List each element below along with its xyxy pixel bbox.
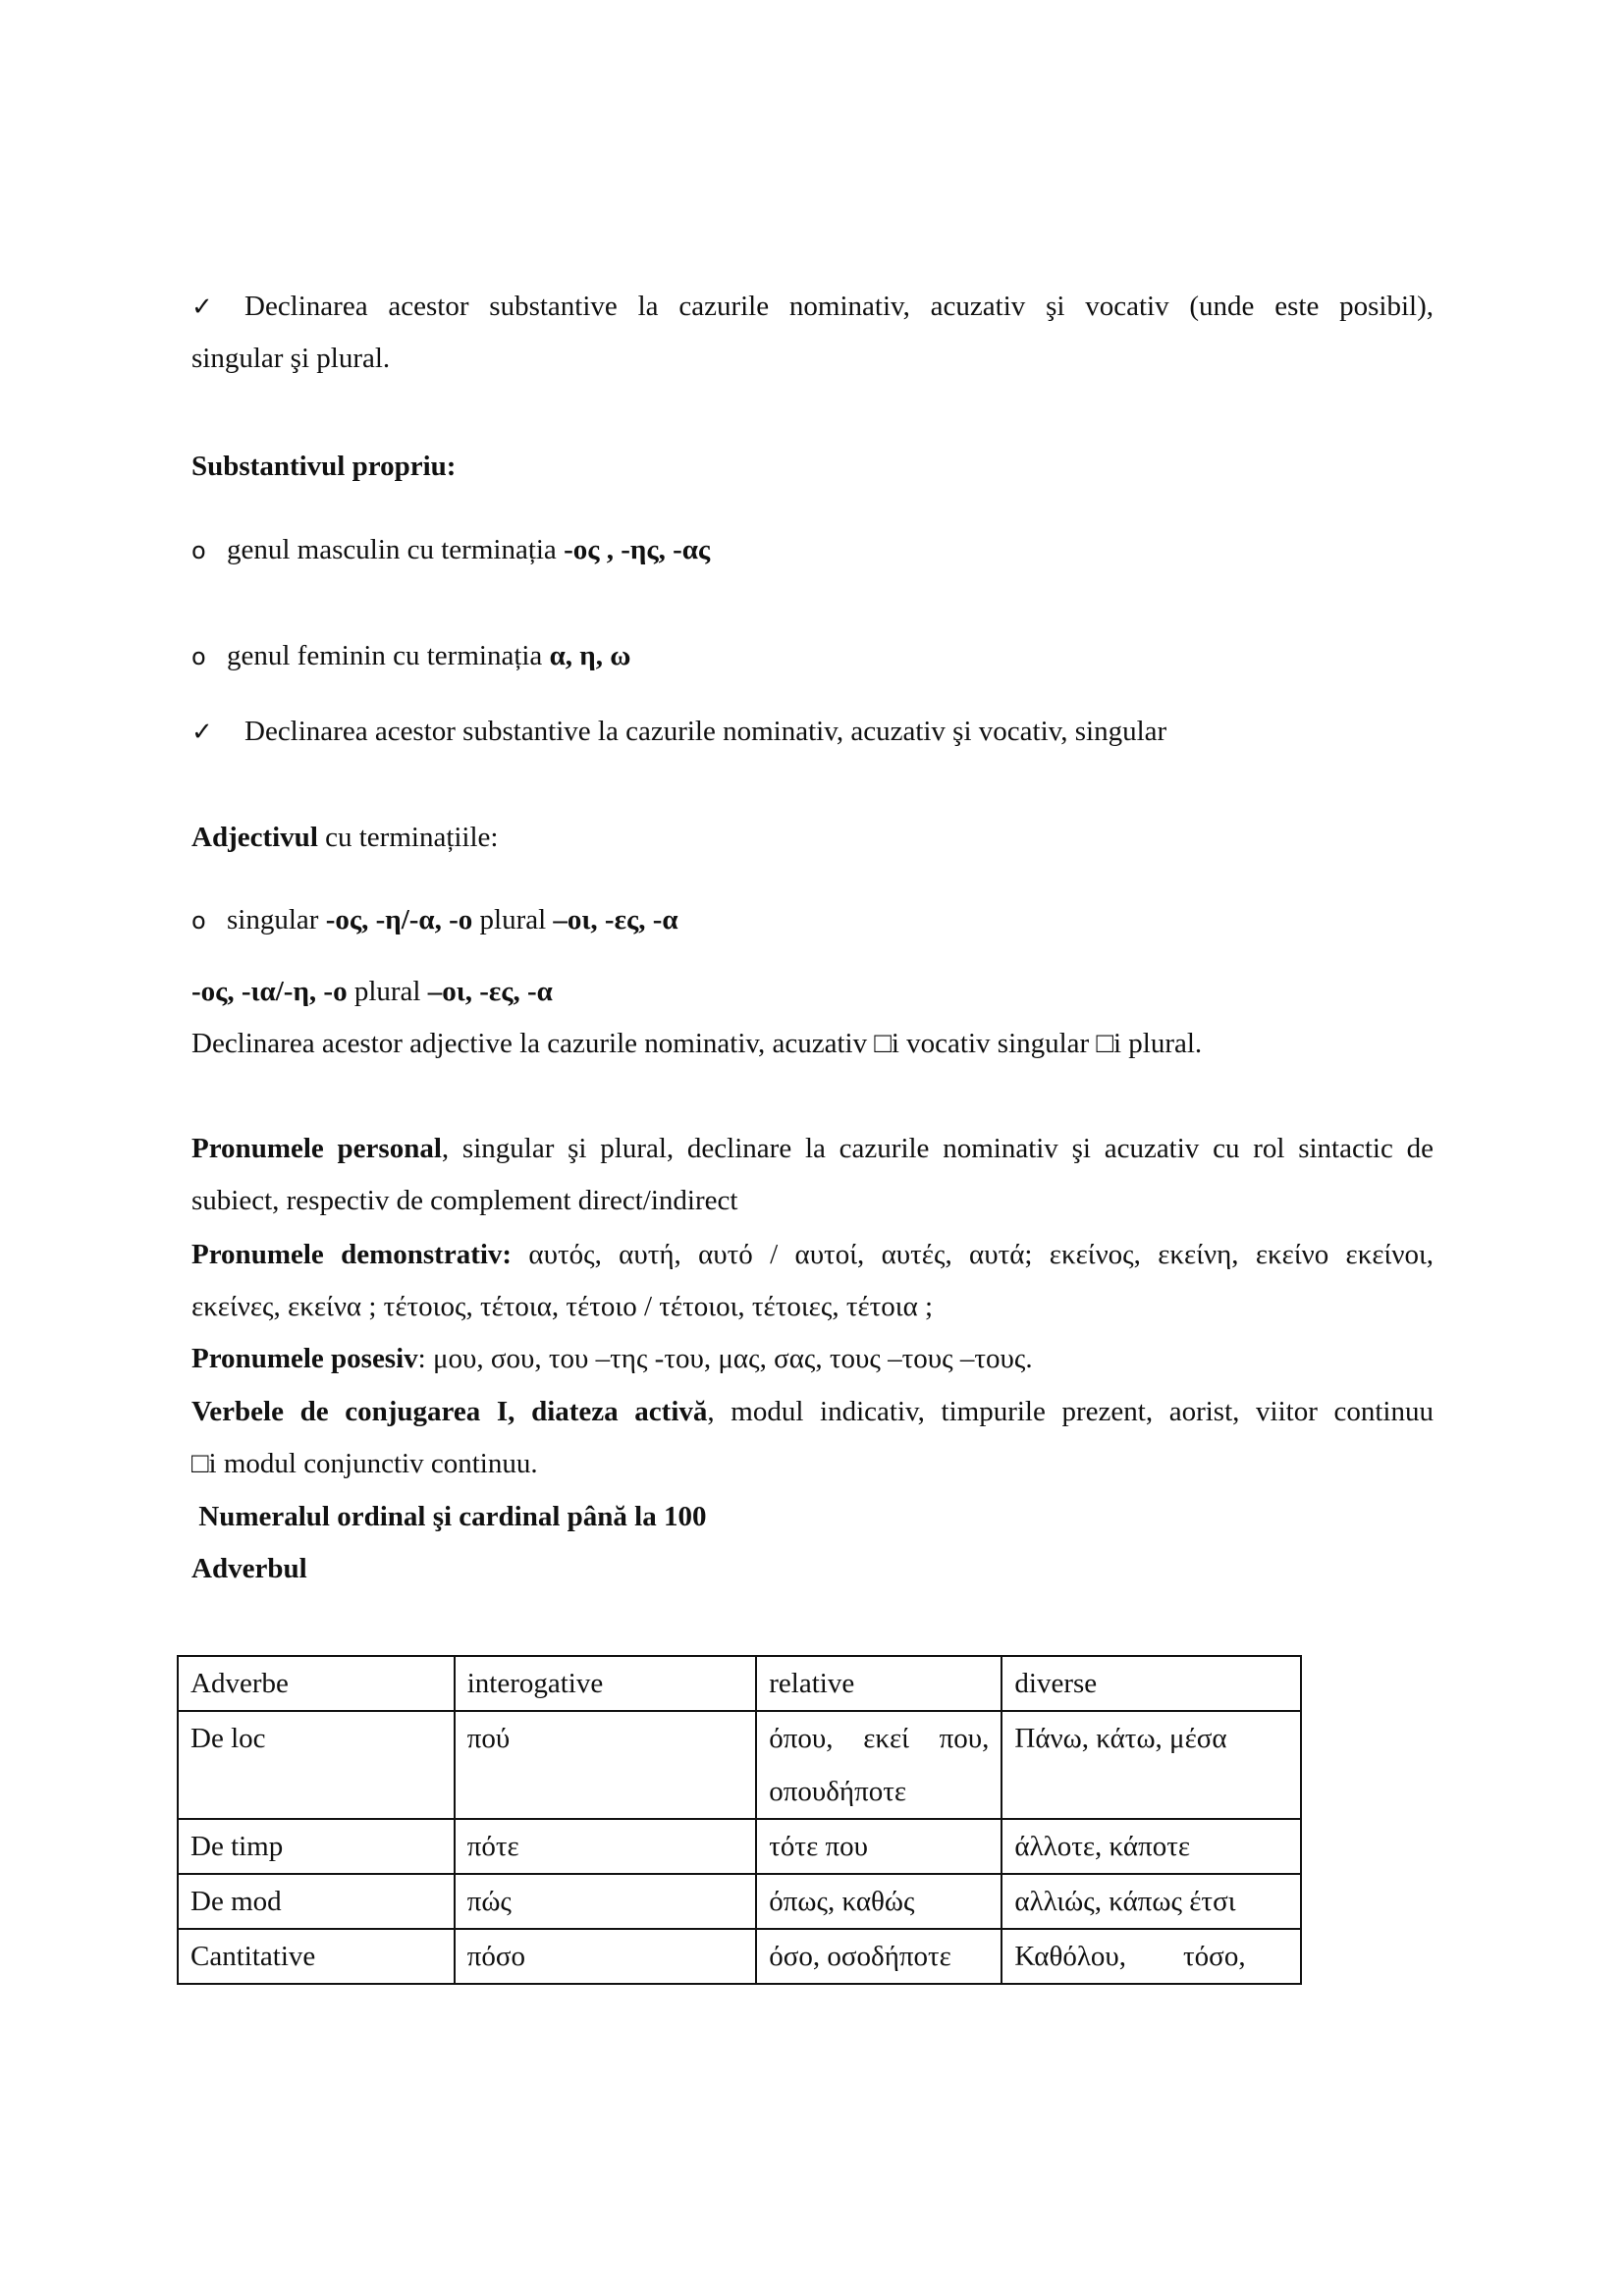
table-cell: πού [455, 1711, 757, 1819]
verbs-line-1: Verbele de conjugarea I, diateza activă, modul indicativ, timpurile prezent, aorist, viitor continuu [191, 1396, 1434, 1427]
adverb-heading: Adverbul [191, 1553, 307, 1584]
circle-bullet-icon: o [191, 643, 206, 670]
adjective-endings-2: -ος, -ια/-η, -ο plural –οι, -ες, -α [191, 976, 553, 1007]
personal-pronoun-line-2: subiect, respectiv de complement direct/indirect [191, 1185, 738, 1216]
table-cell: Πάνω, κάτω, μέσα [1001, 1711, 1301, 1819]
table-cell-line: όπου, εκεί που, [769, 1723, 990, 1754]
table-row [178, 1874, 1301, 1929]
adjective-heading: Adjectivul cu terminațiile: [191, 822, 499, 853]
circle-bullet-icon: o [191, 907, 206, 934]
table-cell: De loc [178, 1711, 455, 1819]
adverb-table [177, 1655, 1302, 1985]
personal-pronoun-line-1: Pronumele personal, singular şi plural, declinare la cazurile nominativ şi acuzativ cu rol sintactic de [191, 1133, 1434, 1164]
checkmark-icon: ✓ [191, 293, 213, 322]
noun-declension-line-2: singular şi plural. [191, 343, 391, 374]
table-row [178, 1929, 1301, 1984]
table-cell: Cantitative [178, 1929, 455, 1984]
table-cell-line: οπουδήποτε [769, 1776, 907, 1807]
table-cell: πόσο [455, 1929, 757, 1984]
table-cell: Adverbe [178, 1656, 455, 1711]
adjective-declension: Declinarea acestor adjective la cazurile nominativ, acuzativ □i vocativ singular □i plural. [191, 1028, 1203, 1059]
table-cell [756, 1711, 1001, 1819]
table-cell: πώς [455, 1874, 757, 1929]
table-cell: De mod [178, 1874, 455, 1929]
checkmark-icon: ✓ [191, 718, 213, 747]
proper-noun-masculine: o genul masculin cu terminația -ος , -ης, -ας [191, 530, 1434, 570]
table-cell: relative [756, 1656, 1001, 1711]
table-cell: αλλιώς, κάπως έτσι [1001, 1874, 1301, 1929]
noun-declension-line-1: ✓ Declinarea acestor substantive la cazurile nominativ, acuzativ şi vocativ (unde este posibil), [191, 287, 1434, 327]
table-header-row [178, 1656, 1301, 1711]
proper-noun-feminine: o genul feminin cu terminația α, η, ω [191, 636, 1434, 676]
circle-bullet-icon: o [191, 537, 206, 564]
table-cell: Καθόλου, τόσο, [1001, 1929, 1301, 1984]
proper-noun-heading: Substantivul propriu: [191, 451, 457, 482]
table-cell: πότε [455, 1819, 757, 1874]
table-cell: interogative [455, 1656, 757, 1711]
verbs-line-2: □i modul conjunctiv continuu. [191, 1448, 538, 1479]
proper-noun-declension: ✓ Declinarea acestor substantive la cazurile nominativ, acuzativ şi vocativ, singular [191, 712, 1434, 752]
adjective-endings-1: o singular -ος, -η/-α, -ο plural –οι, -ες, -α [191, 900, 1434, 940]
possessive-pronoun: Pronumele posesiv: μου, σου, του –της -του, μας, σας, τους –τους –τους. [191, 1343, 1033, 1374]
demonstrative-pronoun-line-2: εκείνες, εκείνα ; τέτοιος, τέτοια, τέτοιο / τέτοιοι, τέτοιες, τέτοια ; [191, 1291, 934, 1322]
demonstrative-pronoun-line-1: Pronumele demonstrativ: αυτός, αυτή, αυτό / αυτοί, αυτές, αυτά; εκείνος, εκείνη, εκείνο εκείνοι, [191, 1239, 1434, 1270]
table-cell: De timp [178, 1819, 455, 1874]
table-cell: όσο, οσοδήποτε [756, 1929, 1001, 1984]
table-cell: diverse [1001, 1656, 1301, 1711]
table-cell: άλλοτε, κάποτε [1001, 1819, 1301, 1874]
table-cell: τότε που [756, 1819, 1001, 1874]
table-row [178, 1819, 1301, 1874]
table-cell: όπως, καθώς [756, 1874, 1001, 1929]
numeral-heading: Numeralul ordinal şi cardinal până la 100 [191, 1501, 707, 1532]
table-row [178, 1711, 1301, 1819]
